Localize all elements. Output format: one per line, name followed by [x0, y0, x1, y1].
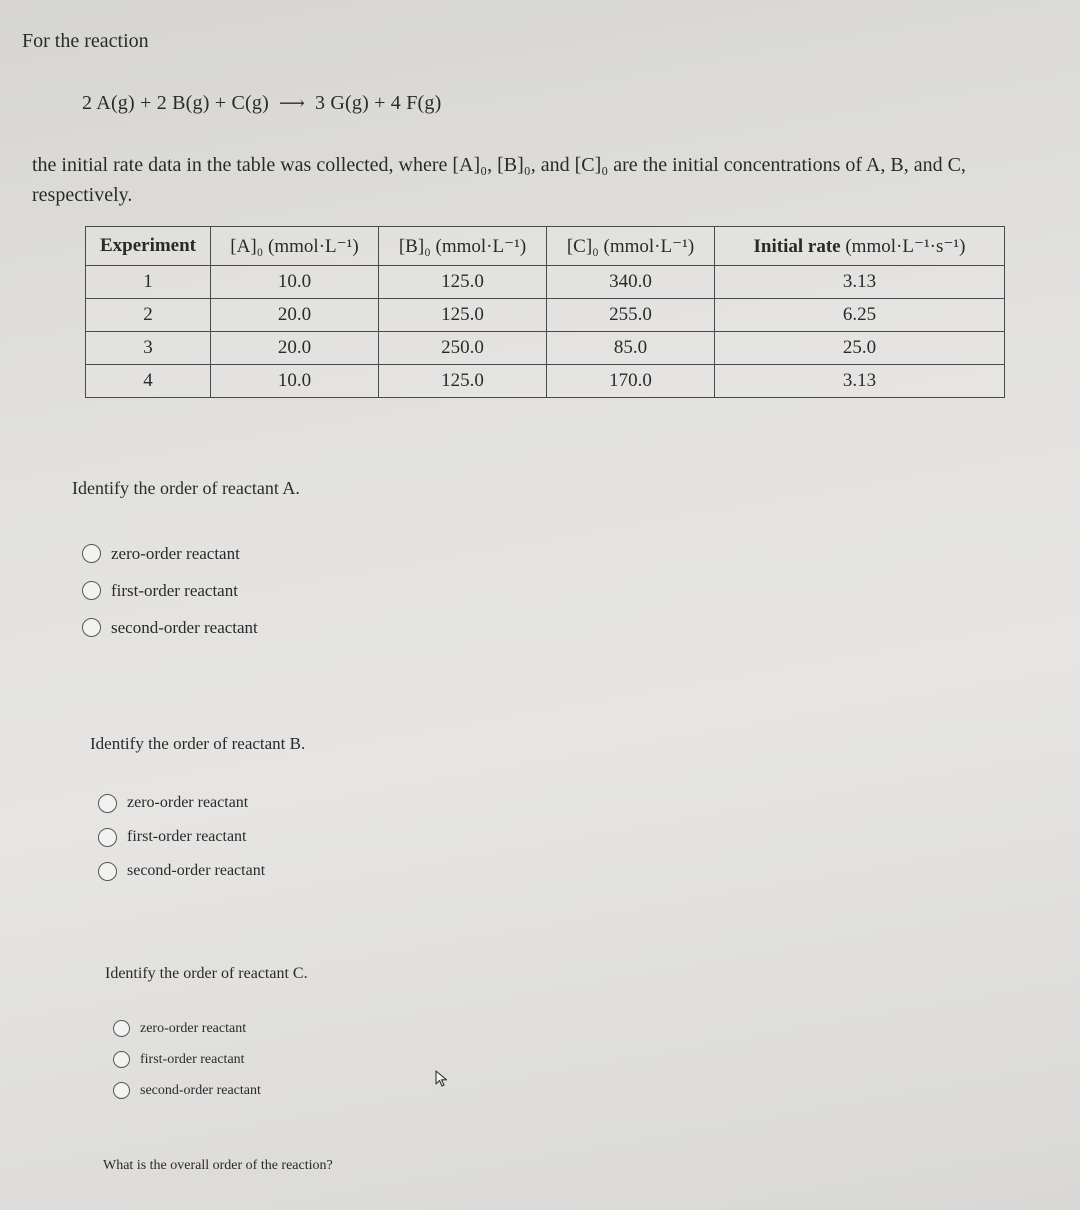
- cell-a: 10.0: [211, 266, 379, 299]
- radio-button-icon[interactable]: [82, 544, 101, 563]
- header-initial-rate: Initial rate (mmol·L⁻¹·s⁻¹): [715, 227, 1005, 266]
- question-c-prompt: Identify the order of reactant C.: [105, 965, 308, 982]
- intro-text: For the reaction: [22, 30, 149, 52]
- radio-button-icon[interactable]: [98, 828, 117, 847]
- option-c-zero-order[interactable]: [113, 1013, 261, 1044]
- cell-a: 20.0: [211, 332, 379, 365]
- radio-button-icon[interactable]: [113, 1020, 130, 1037]
- reaction-arrow-icon: ⟶: [278, 93, 305, 113]
- equation-products: 3 G(g) + 4 F(g): [314, 92, 442, 114]
- cell-experiment: 2: [86, 299, 211, 332]
- option-label: zero-order reactant: [111, 543, 240, 563]
- cell-c: 85.0: [547, 332, 715, 365]
- radio-button-icon[interactable]: [113, 1051, 130, 1068]
- table-row: [86, 299, 1005, 332]
- radio-button-icon[interactable]: [82, 618, 101, 637]
- option-b-zero-order[interactable]: [98, 786, 265, 820]
- option-label: first-order reactant: [127, 828, 247, 845]
- option-label: second-order reactant: [140, 1082, 261, 1098]
- cell-experiment: 1: [86, 266, 211, 299]
- cell-b: 125.0: [379, 266, 547, 299]
- option-b-first-order[interactable]: [98, 820, 265, 854]
- header-a-concentration: [A]₀ (mmol·L⁻¹): [211, 227, 379, 266]
- equation-reactants: 2 A(g) + 2 B(g) + C(g): [82, 92, 269, 114]
- cell-c: 340.0: [547, 266, 715, 299]
- option-label: second-order reactant: [111, 617, 258, 637]
- header-c-concentration: [C]₀ (mmol·L⁻¹): [547, 227, 715, 266]
- question-a-options: [82, 535, 258, 646]
- cell-experiment: 4: [86, 365, 211, 398]
- cell-experiment: 3: [86, 332, 211, 365]
- reaction-equation: [82, 92, 441, 115]
- cell-a: 20.0: [211, 299, 379, 332]
- header-b-concentration: [B]₀ (mmol·L⁻¹): [379, 227, 547, 266]
- cell-a: 10.0: [211, 365, 379, 398]
- option-c-second-order[interactable]: [113, 1075, 261, 1106]
- option-a-second-order[interactable]: [82, 609, 258, 646]
- question-a-prompt: Identify the order of reactant A.: [72, 478, 300, 498]
- cell-rate: 3.13: [715, 365, 1005, 398]
- header-experiment: Experiment: [86, 227, 211, 266]
- cell-b: 125.0: [379, 299, 547, 332]
- option-a-first-order[interactable]: [82, 572, 258, 609]
- question-b-prompt: Identify the order of reactant B.: [90, 734, 306, 753]
- cell-b: 250.0: [379, 332, 547, 365]
- option-label: second-order reactant: [127, 862, 266, 879]
- cell-rate: 3.13: [715, 266, 1005, 299]
- option-label: first-order reactant: [140, 1051, 245, 1067]
- radio-button-icon[interactable]: [113, 1082, 130, 1099]
- radio-button-icon[interactable]: [98, 794, 117, 813]
- rate-data-table: [85, 226, 1005, 398]
- cell-c: 255.0: [547, 299, 715, 332]
- question-b-options: [98, 786, 265, 888]
- option-b-second-order[interactable]: [98, 854, 265, 888]
- table-row: [86, 266, 1005, 299]
- cell-rate: 25.0: [715, 332, 1005, 365]
- radio-button-icon[interactable]: [82, 581, 101, 600]
- table-row: [86, 332, 1005, 365]
- mouse-cursor-icon: [434, 1070, 450, 1088]
- table-header-row: [86, 227, 1005, 266]
- option-a-zero-order[interactable]: [82, 535, 258, 572]
- option-label: zero-order reactant: [127, 794, 249, 811]
- cell-c: 170.0: [547, 365, 715, 398]
- table-row: [86, 365, 1005, 398]
- cell-rate: 6.25: [715, 299, 1005, 332]
- option-c-first-order[interactable]: [113, 1044, 261, 1075]
- description-text: the initial rate data in the table was collected, where [A]₀, [B]₀, and [C]₀ are the initial concentrations of A, B, and C, respectively.: [32, 154, 966, 206]
- question-c-options: [113, 1013, 261, 1106]
- option-label: first-order reactant: [111, 580, 238, 600]
- question-overall-prompt: What is the overall order of the reaction?: [103, 1158, 333, 1173]
- option-label: zero-order reactant: [140, 1020, 247, 1036]
- radio-button-icon[interactable]: [98, 862, 117, 881]
- cell-b: 125.0: [379, 365, 547, 398]
